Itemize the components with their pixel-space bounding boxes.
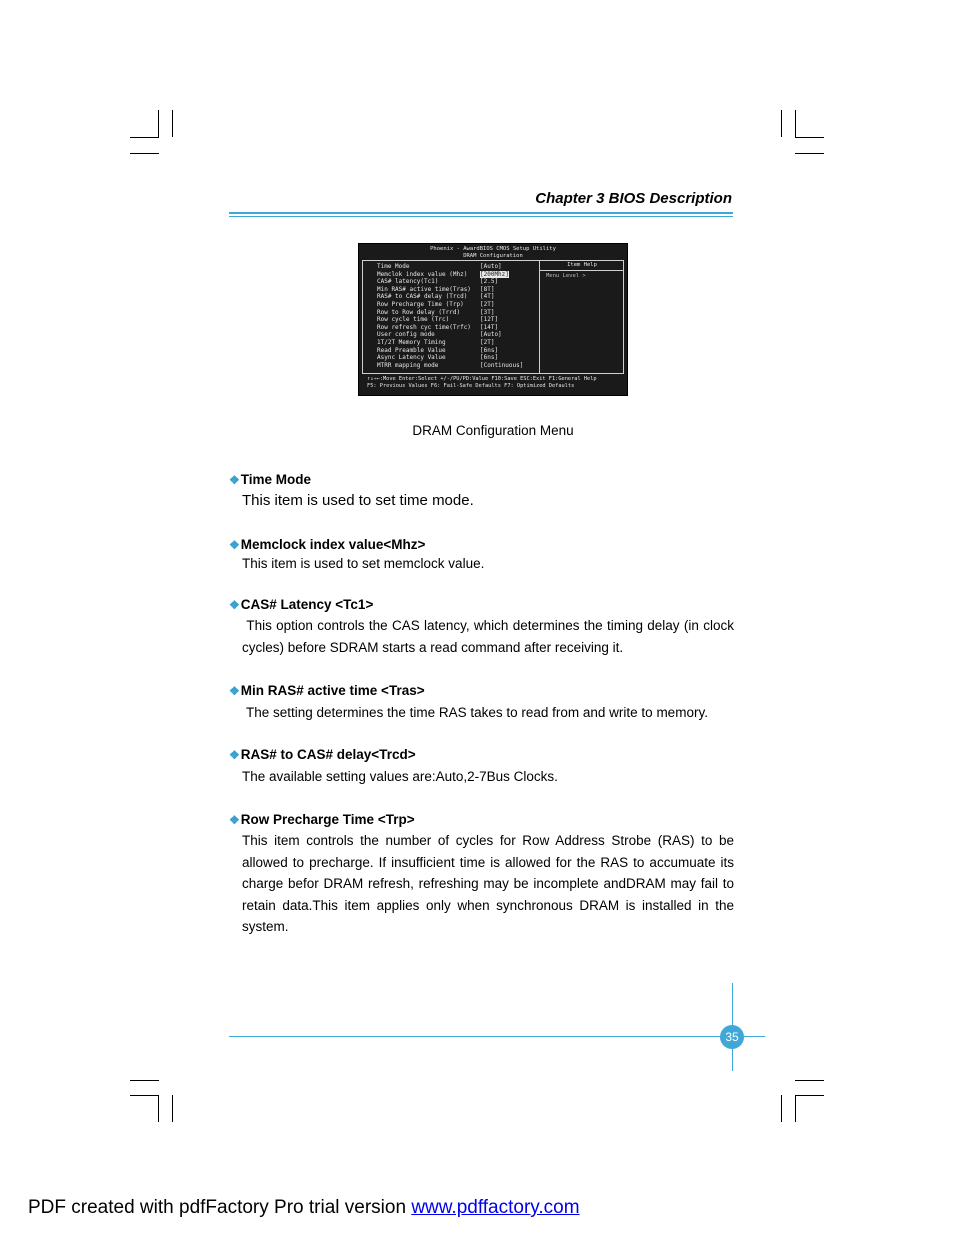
diamond-bullet-icon: ❖ [229, 748, 240, 762]
section-heading [229, 597, 373, 612]
section-text: This option controls the CAS latency, which determines the timing delay (in clock cycles) before SDRAM starts a read command after receiving it. [242, 618, 738, 655]
bios-setting-row[interactable] [377, 263, 537, 271]
section-heading [229, 537, 425, 552]
bios-setting-row[interactable] [377, 278, 537, 286]
bios-setting-label: Min RAS# active time(Tras) [377, 285, 471, 293]
bios-help-title: Item Help [567, 262, 597, 268]
bios-setting-value[interactable]: [14T] [480, 323, 499, 331]
crop-mark [172, 110, 173, 137]
bios-setting-value[interactable]: [Continuous] [480, 361, 524, 369]
diamond-bullet-icon: ❖ [229, 598, 240, 612]
heading-text: RAS# to CAS# delay<Trcd> [240, 747, 416, 762]
bios-setting-value[interactable]: [200Mhz] [480, 270, 509, 278]
pdf-watermark-note [28, 1197, 580, 1219]
bios-screenshot [358, 243, 628, 396]
bios-help-divider [539, 270, 624, 271]
bios-setting-label: Time Mode [377, 263, 410, 270]
heading-text: Memclock index value<Mhz> [240, 537, 426, 552]
diamond-bullet-icon: ❖ [229, 473, 240, 487]
bios-footer [367, 376, 625, 389]
bios-setting-label: Memclok index value (Mhz) [377, 270, 468, 278]
pdf-note-text: PDF created with pdfFactory Pro trial version [28, 1197, 412, 1218]
figure-caption: DRAM Configuration Menu [412, 423, 574, 438]
heading-text: Time Mode [240, 472, 312, 487]
bios-setting-label: Row refresh cyc time(Trfc) [377, 323, 471, 331]
bios-title: Phoenix - AwardBIOS CMOS Setup Utility [430, 246, 556, 252]
bios-setting-value[interactable]: [6ns] [480, 346, 499, 354]
heading-text: Min RAS# active time <Tras> [240, 683, 425, 698]
bios-setting-value[interactable]: [8T] [480, 285, 495, 293]
section-heading [229, 472, 311, 487]
diamond-bullet-icon: ❖ [229, 684, 240, 698]
heading-text: Row Precharge Time <Trp> [240, 812, 415, 827]
bios-setting-label: MTRR mapping mode [377, 361, 439, 369]
bios-setting-row[interactable] [377, 286, 537, 294]
crop-mark [158, 1095, 159, 1122]
bios-setting-value[interactable]: [4T] [480, 293, 495, 301]
section-text: The setting determines the time RAS takes to read from and write to memory. [246, 705, 708, 720]
bios-setting-label: CAS# latency(Tc1) [377, 278, 439, 286]
bios-setting-value[interactable]: [3T] [480, 308, 495, 316]
bios-setting-label: Async Latency Value [377, 354, 446, 362]
bios-setting-value[interactable]: [Auto] [480, 331, 502, 339]
bios-setting-row[interactable] [377, 271, 537, 279]
header-rule-thin [229, 216, 733, 217]
chapter-title: Chapter 3 BIOS Description [535, 190, 732, 207]
crop-mark [795, 1095, 796, 1122]
bios-setting-label: RAS# to CAS# delay (Trcd) [377, 293, 468, 301]
crop-mark [130, 1095, 159, 1096]
bios-setting-value[interactable]: [Auto] [480, 263, 502, 270]
crop-mark [130, 1080, 159, 1081]
bios-setting-row[interactable] [377, 362, 537, 370]
diamond-bullet-icon: ❖ [229, 813, 240, 827]
section-text: This item controls the number of cycles for Row Address Strobe (RAS) to be allowed to precharge. If insufficient time is allowed for the RAS to accumuate its charge befor DRAM refresh, refreshing may be incomplete andDRAM may fail to retain data.This item applies only when synchronous DRAM is installed in the system. [242, 833, 734, 934]
bios-setting-row[interactable] [377, 316, 537, 324]
section-text: The available setting values are:Auto,2-7Bus Clocks. [242, 769, 558, 784]
bios-setting-label: Row to Row delay (Trrd) [377, 308, 461, 316]
crop-mark [795, 1095, 824, 1096]
bios-setting-row[interactable] [377, 324, 537, 332]
bios-setting-value[interactable]: [6ns] [480, 354, 499, 362]
bios-setting-row[interactable] [377, 339, 537, 347]
crop-mark [795, 153, 824, 154]
bios-footer-line: F5: Previous Values F6: Fail-Safe Defaults F7: Optimized Defaults [367, 382, 575, 389]
crop-mark [781, 110, 782, 137]
crop-mark [795, 110, 796, 137]
page-number: 35 [720, 1025, 744, 1049]
section-heading [229, 683, 425, 698]
bios-setting-value[interactable]: [2T] [480, 338, 495, 346]
bios-setting-row[interactable] [377, 293, 537, 301]
bios-header [359, 246, 627, 259]
bios-setting-value[interactable]: [2.5] [480, 278, 499, 286]
crop-mark [130, 153, 159, 154]
section-text: This item is used to set time mode. [242, 492, 474, 509]
bios-setting-value[interactable]: [12T] [480, 316, 499, 324]
crop-mark [172, 1095, 173, 1122]
crop-mark [781, 1095, 782, 1122]
bios-subtitle: DRAM Configuration [463, 252, 523, 259]
footer-rule [229, 1036, 765, 1037]
bios-setting-row[interactable] [377, 347, 537, 355]
bios-footer-line: ↑↓→←:Move Enter:Select +/-/PU/PD:Value F10:Save ESC:Exit F1:General Help [367, 376, 597, 382]
bios-setting-row[interactable] [377, 309, 537, 317]
bios-setting-label: User config mode [377, 331, 435, 339]
bios-setting-label: Read Preamble Value [377, 346, 446, 354]
bios-setting-label: 1T/2T Memory Timing [377, 338, 446, 346]
section-heading [229, 747, 416, 762]
diamond-bullet-icon: ❖ [229, 538, 240, 552]
crop-mark [158, 110, 159, 137]
section-text: This item is used to set memclock value. [242, 556, 485, 571]
bios-help-text: Menu Level > [546, 273, 586, 279]
bios-divider [539, 260, 540, 374]
section-heading [229, 812, 415, 827]
crop-mark [795, 137, 824, 138]
bios-setting-label: Row cycle time (Trc) [377, 316, 450, 324]
bios-setting-row[interactable] [377, 354, 537, 362]
crop-mark [130, 137, 159, 138]
crop-mark [795, 1080, 824, 1081]
bios-settings-list [377, 263, 537, 369]
bios-setting-row[interactable] [377, 331, 537, 339]
heading-text: CAS# Latency <Tc1> [240, 597, 374, 612]
pdffactory-link[interactable]: www.pdffactory.com [411, 1197, 580, 1218]
bios-setting-label: Row Precharge Time (Trp) [377, 300, 464, 308]
header-rule [229, 212, 733, 214]
bios-setting-row[interactable] [377, 301, 537, 309]
bios-setting-value[interactable]: [2T] [480, 300, 495, 308]
